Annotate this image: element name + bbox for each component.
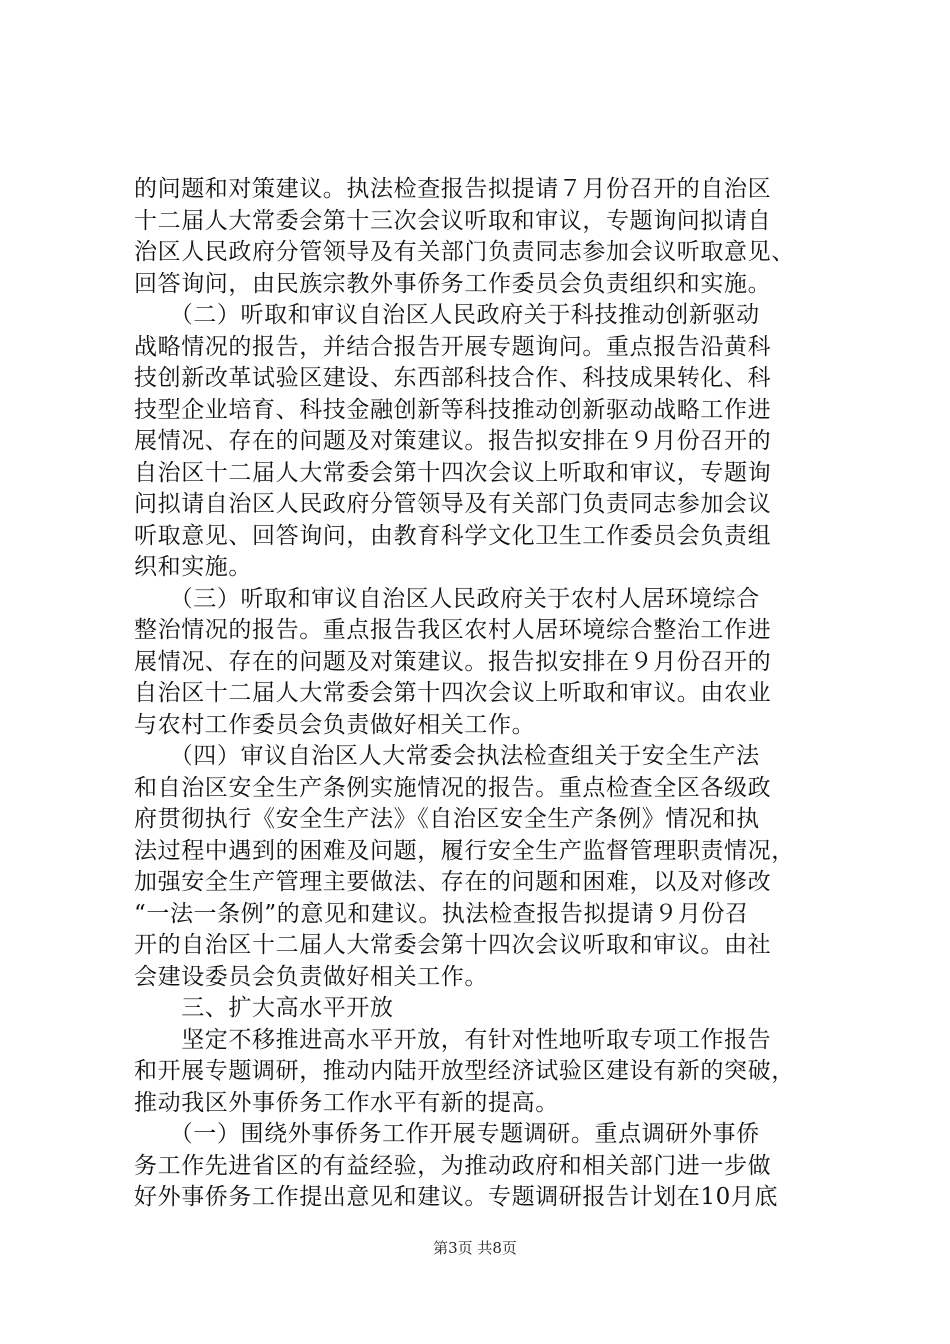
section-heading: 三、扩大高水平开放	[134, 995, 394, 1021]
text-line: （一）围绕外事侨务工作开展专题调研。重点调研外事侨	[134, 1121, 760, 1147]
text-line: 整治情况的报告。重点报告我区农村人居环境综合整治工作进	[134, 617, 772, 643]
text-line: 问拟请自治区人民政府分管领导及有关部门负责同志参加会议	[134, 491, 772, 517]
text-line: 开的自治区十二届人大常委会第十四次会议听取和审议。由社	[134, 932, 772, 958]
text-line: 治区人民政府分管领导及有关部门负责同志参加会议听取意见、	[134, 239, 795, 265]
text-line: 府贯彻执行《安全生产法》《自治区安全生产条例》情况和执	[134, 806, 760, 832]
text-line: 听取意见、回答询问，由教育科学文化卫生工作委员会负责组	[134, 522, 772, 549]
text-line: 会建设委员会负责做好相关工作。	[134, 963, 488, 990]
text-line: 和自治区安全生产条例实施情况的报告。重点检查全区各级政	[134, 774, 772, 801]
text-line: 技创新改革试验区建设、东西部科技合作、科技成果转化、科	[134, 365, 772, 391]
text-line: 与农村工作委员会负责做好相关工作。	[134, 711, 536, 738]
text-line: （三）听取和审议自治区人民政府关于农村人居环境综合	[134, 585, 760, 612]
text-line: 十二届人大常委会第十三次会议听取和审议，专题询问拟请自	[134, 207, 772, 234]
text-line: 技型企业培育、科技金融创新等科技推动创新驱动战略工作进	[134, 396, 772, 423]
document-body	[134, 174, 834, 1214]
text-line: 织和实施。	[134, 554, 252, 580]
text-line: 务工作先进省区的有益经验，为推动政府和相关部门进一步做	[134, 1152, 772, 1179]
text-line: 和开展专题调研，推动内陆开放型经济试验区建设有新的突破，	[134, 1058, 795, 1084]
text-line: 坚定不移推进高水平开放，有针对性地听取专项工作报告	[134, 1026, 772, 1053]
text-line: 法过程中遇到的困难及问题，履行安全生产监督管理职责情况，	[134, 837, 795, 864]
text-line: 自治区十二届人大常委会第十四次会议上听取和审议，专题询	[134, 459, 772, 486]
text-line: 加强安全生产管理主要做法、存在的问题和困难，以及对修改	[134, 869, 772, 895]
text-line: 战略情况的报告，并结合报告开展专题询问。重点报告沿黄科	[134, 333, 772, 360]
text-line: 自治区十二届人大常委会第十四次会议上听取和审议。由农业	[134, 680, 772, 706]
text-line: 展情况、存在的问题及对策建议。报告拟安排在９月份召开的	[134, 648, 772, 675]
page-footer: 第3页 共8页	[433, 1239, 517, 1257]
text-line: 推动我区外事侨务工作水平有新的提高。	[134, 1089, 559, 1116]
text-line: （四）审议自治区人大常委会执法检查组关于安全生产法	[134, 743, 760, 769]
text-line: 展情况、存在的问题及对策建议。报告拟安排在９月份召开的	[134, 428, 772, 454]
text-line: 好外事侨务工作提出意见和建议。专题调研报告计划在10月底	[134, 1184, 779, 1210]
text-line: 的问题和对策建议。执法检查报告拟提请７月份召开的自治区	[134, 176, 772, 202]
text-line: “一法一条例”的意见和建议。执法检查报告拟提请９月份召	[134, 900, 749, 927]
text-line: 回答询问，由民族宗教外事侨务工作委员会负责组织和实施。	[134, 270, 772, 297]
text-line: （二）听取和审议自治区人民政府关于科技推动创新驱动	[134, 302, 760, 328]
